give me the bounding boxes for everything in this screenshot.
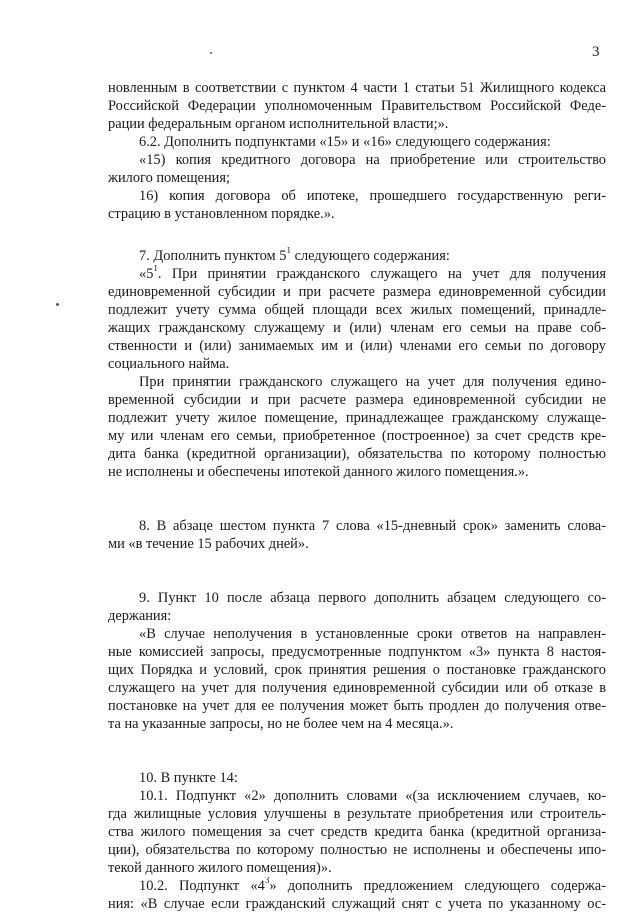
line-text: та на указанные запросы, но не более чем на 4 месяца.». [108,716,454,732]
line-text: 10.1. Подпункт «2» дополнить словами «(за исключением случаев, ко- [139,788,606,804]
line-text: текой данного жилого помещения)». [108,860,332,876]
line-text: новленным в соответствии с пунктом 4 части 1 статьи 51 Жилищного кодекса [108,80,606,96]
text-line [108,97,606,115]
line-text: 16) копия договора об ипотеке, прошедшего государственную реги- [139,188,606,204]
text-line [108,301,606,319]
line-text: ные комиссией запросы, предусмотренные подпунктом «3» пункта 8 настоя- [108,644,606,660]
text-line [108,409,606,427]
paragraph-gap [108,751,606,769]
line-text: му или членам его семьи, приобретенное (построенное) за счет средств кре- [108,428,606,444]
text-line [108,679,606,697]
text-line [108,625,606,643]
line-text: подлежит учету сумма общей площади всех жилых помещений, принадле- [108,302,606,318]
line-text: ния: «В случае если гражданский служащий снят с учета по указанному ос- [108,896,606,912]
line-text: ции), обязательства по которому полностью не исполнены и обеспечены ипо- [108,842,606,858]
superscript: 3 [264,877,270,886]
line-text: служащего на учет для получения единовременной субсидии или об отказе в [108,680,606,696]
line-text: 8. В абзаце шестом пункта 7 слова «15-дневный срок» заменить слова- [139,518,606,534]
text-line [108,247,606,265]
text-line [108,607,606,625]
line-text: временной субсидии и при расчете размера единовременной субсидии не [108,392,606,408]
scan-speck [210,52,212,54]
line-text: «15) копия кредитного договора на приобретение или строительство [139,152,606,168]
paragraph-gap [108,499,606,517]
text-line [108,391,606,409]
text-line [108,697,606,715]
text-line [108,355,606,373]
text-line [108,517,606,535]
paragraph-gap [108,733,606,751]
line-text: ства жилого помещения за счет средств кредита банка (кредитной организа- [108,824,606,840]
text-line [108,715,606,733]
line-text: держания: [108,608,172,624]
text-line [108,859,606,877]
paragraph-gap [108,553,606,571]
text-line [108,151,606,169]
text-line [108,877,606,895]
line-text: 9. Пункт 10 после абзаца первого дополнить абзацем следующего со- [139,590,606,606]
text-line [108,265,606,283]
text-line [108,769,606,787]
scan-speck [56,303,59,306]
text-line [108,283,606,301]
line-text: подлежит учету жилое помещение, принадлежащее гражданскому служаще- [108,410,606,426]
line-text: ми «в течение 15 рабочих дней». [108,536,309,552]
line-text: социального найма. [108,356,230,372]
line-text: Российской Федерации уполномоченным Правительством Российской Феде- [108,98,606,114]
line-text: 10. В пункте 14: [139,770,238,786]
paragraph-gap [108,223,606,241]
text-line [108,787,606,805]
line-text: 10.2. Подпункт «4 [139,878,265,894]
line-text: следующего содержания: [290,248,450,264]
text-line [108,427,606,445]
document-body [108,79,606,913]
superscript: 1 [286,247,291,256]
paragraph-gap [108,571,606,589]
text-line [108,319,606,337]
text-line [108,463,606,481]
line-text: жащих гражданскому служащему и (или) членам его семьи на праве соб- [108,320,606,336]
text-line [108,205,606,223]
text-line [108,823,606,841]
line-text: «5 [139,266,154,282]
line-text: жилого помещения; [108,170,230,186]
superscript: 1 [153,265,158,274]
line-text: При принятии гражданского служащего на учет для получения едино- [139,374,606,390]
paragraph-gap [108,481,606,499]
text-line [108,841,606,859]
text-line [108,643,606,661]
line-text: гда жилищные условия улучшены в результате приобретения или строитель- [108,806,606,822]
page-number: 3 [592,44,600,60]
line-text: единовременной субсидии и при расчете размера единовременной субсидии [108,284,606,300]
line-text: дита банка (кредитной организации), обязательства по которому полностью [108,446,606,462]
line-text: . При принятии гражданского служащего на учет для получения [157,266,606,282]
line-text: постановке на учет для ее получения может быть продлен до получения отве- [108,698,606,714]
line-text: 7. Дополнить пунктом 5 [139,248,287,264]
line-text: рации федеральным органом исполнительной власти;». [108,116,449,132]
text-line [108,805,606,823]
text-line [108,589,606,607]
text-line [108,169,606,187]
line-text: «В случае неполучения в установленные сроки ответов на направлен- [139,626,606,642]
text-line [108,79,606,97]
line-text: » дополнить предложением следующего содержа- [269,878,606,894]
line-text: не исполнены и обеспечены ипотекой данного жилого помещения.». [108,464,529,480]
line-text: страцию в установленном порядке.». [108,206,335,222]
line-text: 6.2. Дополнить подпунктами «15» и «16» следующего содержания: [139,134,551,150]
text-line [108,373,606,391]
text-line [108,133,606,151]
text-line [108,535,606,553]
text-line [108,115,606,133]
text-line [108,445,606,463]
text-line [108,895,606,913]
text-line [108,661,606,679]
text-line [108,337,606,355]
line-text: щих Порядка и условий, срок принятия решения о постановке гражданского [108,662,606,678]
text-line [108,187,606,205]
line-text: ственности и (или) занимаемых им и (или) членами его семьи по договору [108,338,606,354]
